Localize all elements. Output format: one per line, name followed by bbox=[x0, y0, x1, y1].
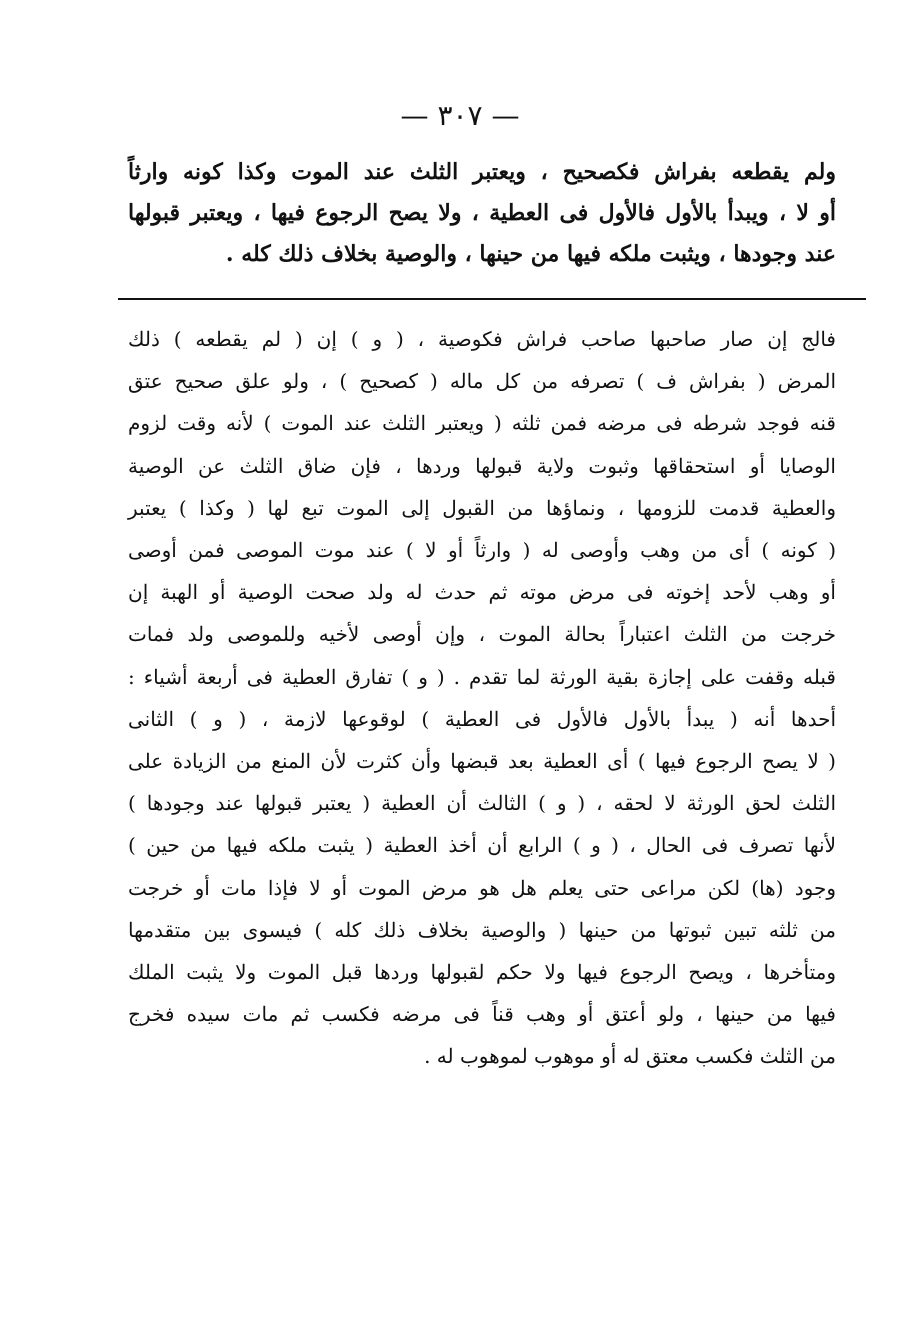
commentary-line: المرض ( بفراش ف ) تصرفه من كل ماله ( كصحيح ) ، ولو علق صحيح عتق bbox=[128, 369, 836, 394]
separator-rule bbox=[118, 298, 866, 300]
main-text-line: ولم يقطعه بفراش فكصحيح ، ويعتبر الثلث عند الموت وكذا كونه وارثاً bbox=[128, 159, 836, 185]
commentary-line: فالج إن صار صاحبها صاحب فراش فكوصية ، ( و ) إن ( لم يقطعه ) ذلك bbox=[128, 327, 836, 351]
main-text bbox=[128, 152, 836, 275]
commentary-line: ومتأخرها ، ويصح الرجوع فيها ولا حكم لقبولها وردها قبل الموت ولا يثبت الملك bbox=[128, 960, 836, 985]
page-number: — ٣٠٧ — bbox=[400, 99, 520, 132]
commentary-line: من الثلث فكسب معتق له أو موهوب لموهوب له . bbox=[424, 1044, 836, 1069]
commentary-line: قبله وقفت على إجازة بقية الورثة لما تقدم . ( و ) تفارق العطية فى أربعة أشياء : bbox=[128, 664, 836, 689]
commentary-line: أو وهب لأحد إخوته فى مرض موته ثم حدث له ولد صحت الوصية أو الهبة إن bbox=[128, 580, 836, 605]
commentary-line: من ثلثه تبين ثبوتها من حينها ( والوصية بخلاف ذلك كله ) فيسوى بين متقدمها bbox=[128, 917, 836, 942]
commentary-line: الثلث لحق الورثة لا لحقه ، ( و ) الثالث أن العطية ( يعتبر قبولها عند وجودها ) bbox=[128, 791, 836, 816]
commentary-line: فيها من حينها ، ولو أعتق أو وهب قناً فى مرضه فكسب ثم مات سيده فخرج bbox=[128, 1002, 836, 1027]
commentary-line: لأنها تصرف فى الحال ، ( و ) الرابع أن أخذ العطية ( يثبت ملكه فيها من حين ) bbox=[128, 833, 836, 858]
commentary-text bbox=[128, 318, 836, 1078]
main-text-line: أو لا ، ويبدأ بالأول فالأول فى العطية ، ولا يصح الرجوع فيها ، ويعتبر قبولها bbox=[128, 200, 836, 226]
commentary-line: ( كونه ) أى من وهب وأوصى له ( وارثاً أو لا ) عند موت الموصى فمن أوصى bbox=[128, 538, 836, 563]
commentary-line: خرجت من الثلث اعتباراً بحالة الموت ، وإن أوصى لأخيه وللموصى ولد فمات bbox=[128, 622, 836, 647]
commentary-line: قنه فوجد شرطه فى مرضه فمن ثلثه ( ويعتبر الثلث عند الموت ) لأنه وقت لزوم bbox=[128, 411, 836, 436]
main-text-line: عند وجودها ، ويثبت ملكه فيها من حينها ، والوصية بخلاف ذلك كله . bbox=[225, 241, 836, 267]
commentary-line: والعطية قدمت للزومها ، ونماؤها من القبول إلى الموت تبع لها ( وكذا ) يعتبر bbox=[128, 495, 836, 520]
commentary-line: وجود (ها) لكن مراعى حتى يعلم هل هو مرض الموت أو لا فإذا مات أو خرجت bbox=[128, 875, 836, 900]
commentary-line: ( لا يصح الرجوع فيها ) أى العطية بعد قبضها وأن كثرت لأن المنع من الزيادة على bbox=[128, 749, 836, 774]
commentary-line: الوصايا أو استحقاقها وثبوت ولاية قبولها وردها ، فإن ضاق الثلث عن الوصية bbox=[128, 453, 836, 478]
commentary-line: أحدها أنه ( يبدأ بالأول فالأول فى العطية ) لوقوعها لازمة ، ( و ) الثانى bbox=[128, 706, 836, 731]
